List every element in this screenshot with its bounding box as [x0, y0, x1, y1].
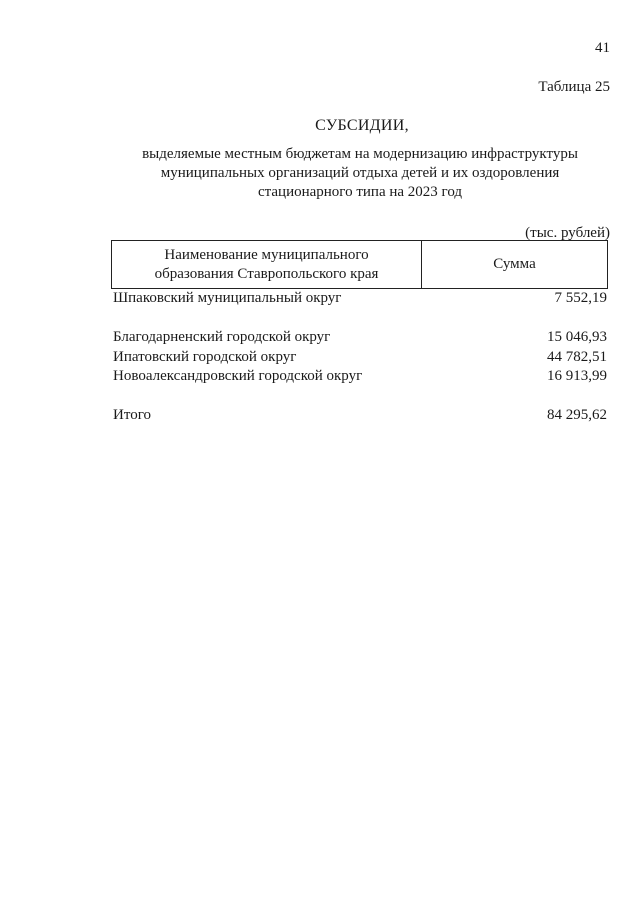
units-note: (тыс. рублей) — [525, 225, 610, 241]
row-name: Шпаковский муниципальный округ — [113, 290, 342, 306]
total-value: 84 295,62 — [547, 407, 607, 423]
row-spacer — [113, 387, 607, 407]
subtitle-line: муниципальных организаций отдыха детей и их оздоровления — [160, 165, 560, 181]
total-row — [113, 406, 607, 426]
row-value: 15 046,93 — [547, 329, 607, 345]
row-name: Ипатовский городской округ — [113, 348, 297, 365]
table-body — [113, 289, 607, 426]
page-number: 41 — [595, 40, 610, 56]
table-row — [113, 328, 607, 348]
row-name: Новоалександровский городской округ — [113, 368, 363, 384]
table-header — [111, 240, 608, 289]
row-value: 44 782,51 — [547, 348, 607, 365]
subtitle-line: стационарного типа на 2023 год — [257, 184, 463, 200]
total-label: Итого — [113, 407, 151, 423]
header-name-line: Наименование муниципального — [164, 246, 369, 263]
row-spacer — [113, 309, 607, 329]
row-value: 7 552,19 — [554, 290, 607, 306]
table-row — [113, 289, 607, 309]
row-value: 16 913,99 — [547, 368, 607, 384]
document-subtitle — [130, 145, 590, 202]
header-name-line: образования Ставропольского края — [154, 265, 379, 282]
header-name-cell — [112, 241, 422, 288]
table-label: Таблица 25 — [538, 79, 610, 95]
table-row — [113, 367, 607, 387]
document-title: СУБСИДИИ, — [315, 117, 409, 134]
header-sum-cell: Сумма — [493, 256, 536, 272]
row-name: Благодарненский городской округ — [113, 329, 331, 345]
subtitle-line: выделяемые местным бюджетам на модернизацию инфраструктуры — [142, 146, 578, 162]
table-row — [113, 348, 607, 368]
